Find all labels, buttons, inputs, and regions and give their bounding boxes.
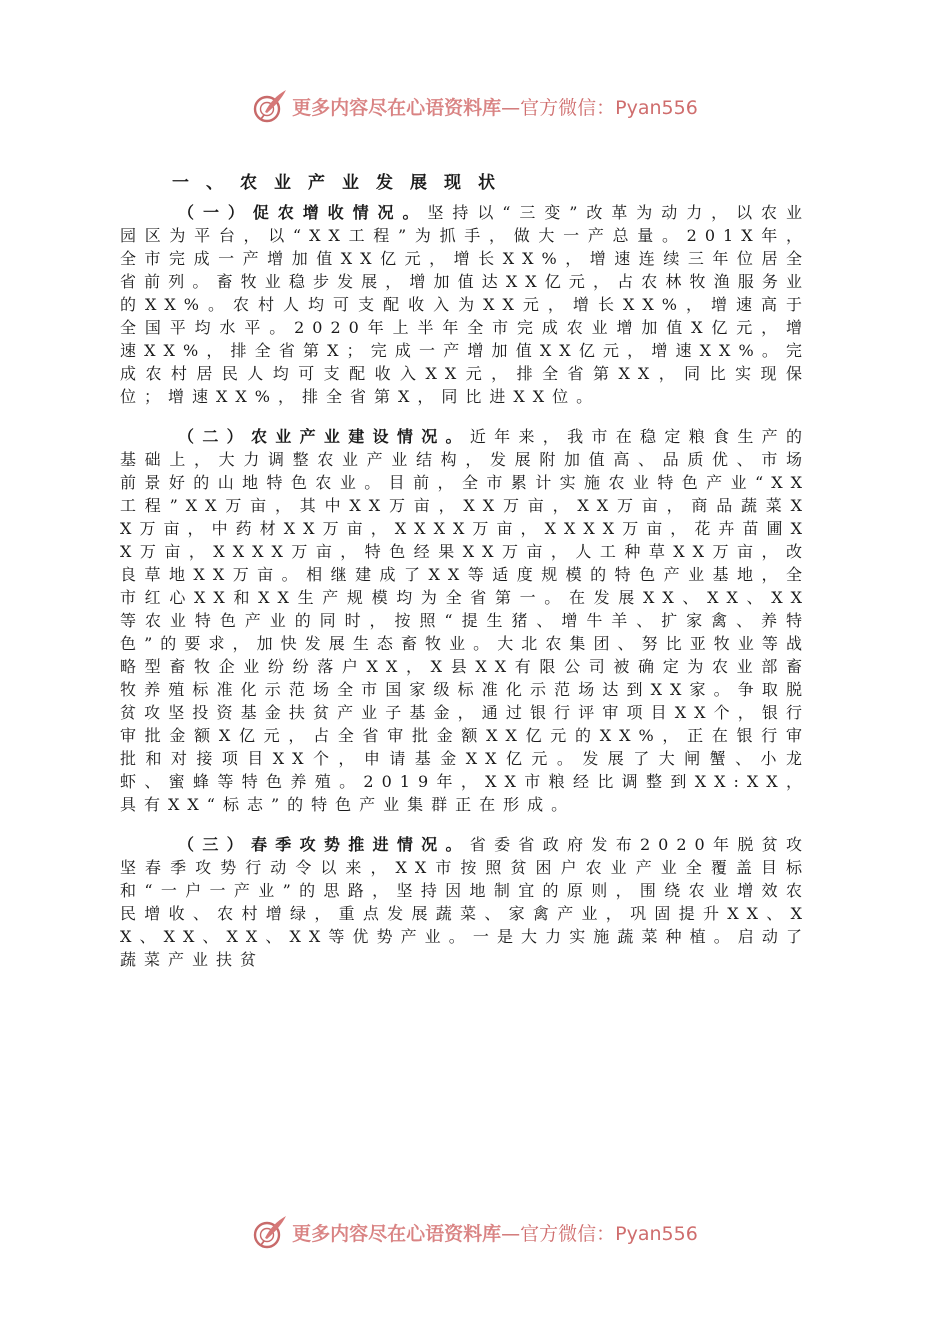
- paragraph-text: 坚持以“三变”改革为动力，以农业园区为平台，以“XX工程”为抓手，做大一产总量。201X年，全市完成一产增加值XX亿元，增长XX%，增速连续三年位居全省前列。畜牧业稳步发展，增加值达XX亿元，占农林牧渔服务业的XX%。农村人均可支配收入为XX元，增长XX%，增速高于全国平均水平。2020年上半年全市完成农业增加值X亿元，增速XX%，排全省第X；完成一产增加值XX亿元，增速XX%。完成农村居民人均可支配收入XX元，排全省第XX，同比实现保位；增速XX%，排全省第X，同比进XX位。: [120, 203, 810, 406]
- paragraph-spring-campaign: [120, 833, 810, 971]
- paragraph-lead: （三）春季攻势推进情况。: [178, 835, 470, 854]
- quill-logo-icon: [252, 88, 288, 124]
- paragraph-industry: [120, 425, 810, 816]
- paragraph-lead: （二）农业产业建设情况。: [178, 427, 470, 446]
- quill-logo-icon: [252, 1214, 288, 1250]
- paragraph-text: 省委省政府发布2020年脱贫攻坚春季攻势行动令以来，XX市按照贫困户农业产业全覆盖目标和“一户一产业”的思路，坚持因地制宜的原则，围绕农业增效农民增收、农村增绿，重点发展蔬菜、家禽产业，巩固提升XX、XX、XX、XX、XX等优势产业。一是大力实施蔬菜种植。启动了蔬菜产业扶贫: [120, 835, 810, 969]
- paragraph-income: [120, 201, 810, 408]
- watermark-text: 更多内容尽在心语资料库: [292, 96, 502, 119]
- watermark-footer: [0, 1212, 950, 1252]
- watermark-wechat: —官方微信：Pyan556: [501, 1222, 698, 1245]
- section-heading: 一、农业产业发展现状: [172, 173, 512, 193]
- watermark-text: 更多内容尽在心语资料库: [292, 1222, 502, 1245]
- watermark-header: [0, 86, 950, 126]
- watermark-wechat: —官方微信：Pyan556: [501, 96, 698, 119]
- paragraph-text: 近年来，我市在稳定粮食生产的基础上，大力调整农业产业结构，发展附加值高、品质优、市场前景好的山地特色农业。目前，全市累计实施农业特色产业“XX工程”XX万亩，其中XX万亩，XX万亩，XX万亩，商品蔬菜XX万亩，中药材XX万亩，XXXX万亩，XXXX万亩，花卉苗圃XX万亩，XXXX万亩，特色经果XX万亩，人工种草XX万亩，改良草地XX万亩。相继建成了XX等适度规模的特色产业基地，全市红心XX和XX生产规模均为全省第一。在发展XX、XX、XX等农业特色产业的同时，按照“提生猪、增牛羊、扩家禽、养特色”的要求，加快发展生态畜牧业。大北农集团、努比亚牧业等战略型畜牧企业纷纷落户XX，X县XX有限公司被确定为农业部畜牧养殖标准化示范场全市国家级标准化示范场达到XX家。争取脱贫攻坚投资基金扶贫产业子基金，通过银行评审项目XX个，银行审批金额X亿元，占全省审批金额XX亿元的XX%，正在银行审批和对接项目XX个，申请基金XX亿元。发展了大闸蟹、小龙虾、蜜蜂等特色养殖。2019年，XX市粮经比调整到XX:XX，具有XX“标志”的特色产业集群正在形成。: [120, 427, 810, 814]
- paragraph-lead: （一）促农增收情况。: [178, 203, 428, 222]
- document-body: [120, 171, 810, 988]
